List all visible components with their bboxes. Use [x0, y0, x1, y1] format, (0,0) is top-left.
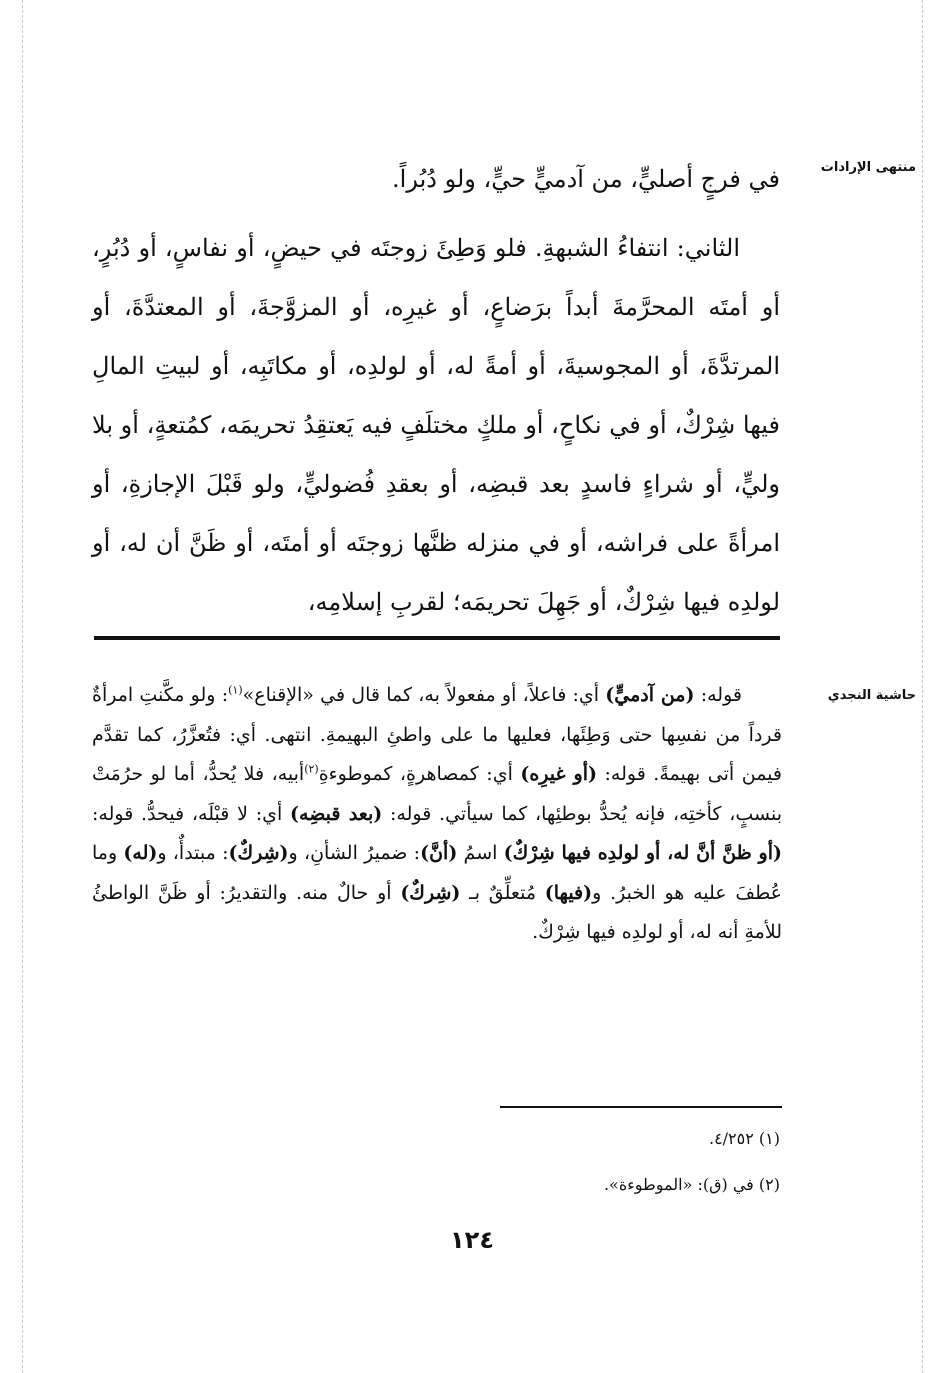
commentary-quoted-term: (بعد قبضِه) [290, 802, 383, 825]
commentary-quoted-term: (شِركٌ) [228, 842, 289, 864]
footnote-1: (١) ٤/٢٥٢. [708, 1129, 780, 1148]
commentary-block [92, 676, 782, 953]
main-text-block [92, 150, 780, 632]
commentary-quoted-term: (من آدميٍّ) [605, 684, 695, 706]
footnote-2: (٢) في (ق): «الموطوءة». [603, 1175, 780, 1194]
commentary-text: قوله: [694, 684, 742, 706]
scan-gutter-line-right [922, 0, 923, 1373]
commentary-quoted-term: (أو غيرِه) [520, 763, 597, 785]
commentary-text: : ولو مكَّنتِ امرأةٌ قرداً من نفسِها حتى وَطِئَها، فعليها ما على واطئِ البهيمةِ. انتهى. أي: فتُعزَّرُ، كما تقدَّم فيمن أتى بهيمةً. قوله: [92, 684, 782, 785]
commentary-text: أي: فاعلاً، أو مفعولاً به، كما قال في «الإقناع» [242, 684, 606, 706]
commentary-quoted-term: (أنَّ) [420, 842, 458, 864]
footnote-ref-1[interactable]: (١) [228, 683, 243, 697]
main-text-paragraph-1: في فرجٍ أصليٍّ، من آدميٍّ حيٍّ، ولو دُبُراً. [392, 165, 780, 193]
scan-gutter-line-left [22, 0, 23, 1373]
margin-label-commentary-book: حاشية النجدي [827, 688, 916, 703]
commentary-text: : مبتدأٌ، و [157, 842, 229, 864]
commentary-text: أي: كمصاهرةٍ، كموطوءةِ [318, 763, 521, 785]
commentary-text: مُتعلِّقٌ بـ [460, 881, 545, 904]
footnote-separator [500, 1106, 782, 1108]
text-commentary-separator [94, 636, 780, 640]
commentary-quoted-term: (شِركٌ) [400, 881, 461, 904]
margin-label-main-book: منتهى الإرادات [820, 160, 916, 175]
commentary-quoted-term: (أو ظنَّ أنَّ له، أو لولدِه فيها شِرْكٌ) [503, 842, 782, 864]
commentary-text: أي: لا قبْلَه، فيحدُّ. قوله: [92, 802, 291, 825]
commentary-text: اسمُ [457, 842, 504, 864]
footnotes-block [92, 1116, 780, 1208]
commentary-text: : ضميرُ الشأنِ، و [288, 842, 421, 864]
commentary-quoted-term: (فيها) [544, 881, 593, 904]
page-number: ١٢٤ [450, 1226, 494, 1254]
commentary-text: وما عُطفَ عليه هو الخبرُ. و [92, 842, 782, 904]
main-text-paragraph-2: الثاني: انتفاءُ الشبهةِ. فلو وَطِئَ زوجتَه في حيضٍ، أو نفاسٍ، أو دُبُرٍ، أو أمتَه المحرَّمةَ أبداً برَضاعٍ، أو غيرِه، أو المزوَّجةَ، أو المعتدَّةَ، أو المرتدَّةَ، أو المجوسيةَ، أو أمةً له، أو لولدِه، أو مكاتَبِه، أو لبيتِ المالِ فيها شِرْكٌ، أو في نكاحٍ، أو ملكٍ مختلَفٍ فيه يَعتقِدُ تحريمَه، كمُتعةٍ، أو بلا وليٍّ، أو شراءٍ فاسدٍ بعد قبضِه، أو بعقدِ فُضوليٍّ، ولو قَبْلَ الإجازةِ، أو امرأةً على فراشه، أو في منزله ظنَّها زوجتَه أو أمتَه، أو ظَنَّ أن له، أو لولدِه فيها شِرْكٌ، أو جَهِلَ تحريمَه؛ لقربِ إسلامِه، [92, 234, 781, 616]
commentary-quoted-term: (له) [123, 842, 158, 864]
commentary-text: أو حالٌ منه. والتقديرُ: أو ظَنَّ الواطئُ للأمةِ أنه له، أو لولدِه فيها شِرْكٌ. [92, 881, 782, 943]
commentary-text: أبيه، فلا يُحدُّ، أما لو حرُمَتْ بنسبٍ، كأختِه، فإنه يُحدُّ بوطئِها، كما سيأتي. قوله: [92, 763, 782, 825]
commentary-paragraph [92, 676, 782, 953]
footnote-ref-2[interactable]: (٢) [304, 762, 319, 776]
